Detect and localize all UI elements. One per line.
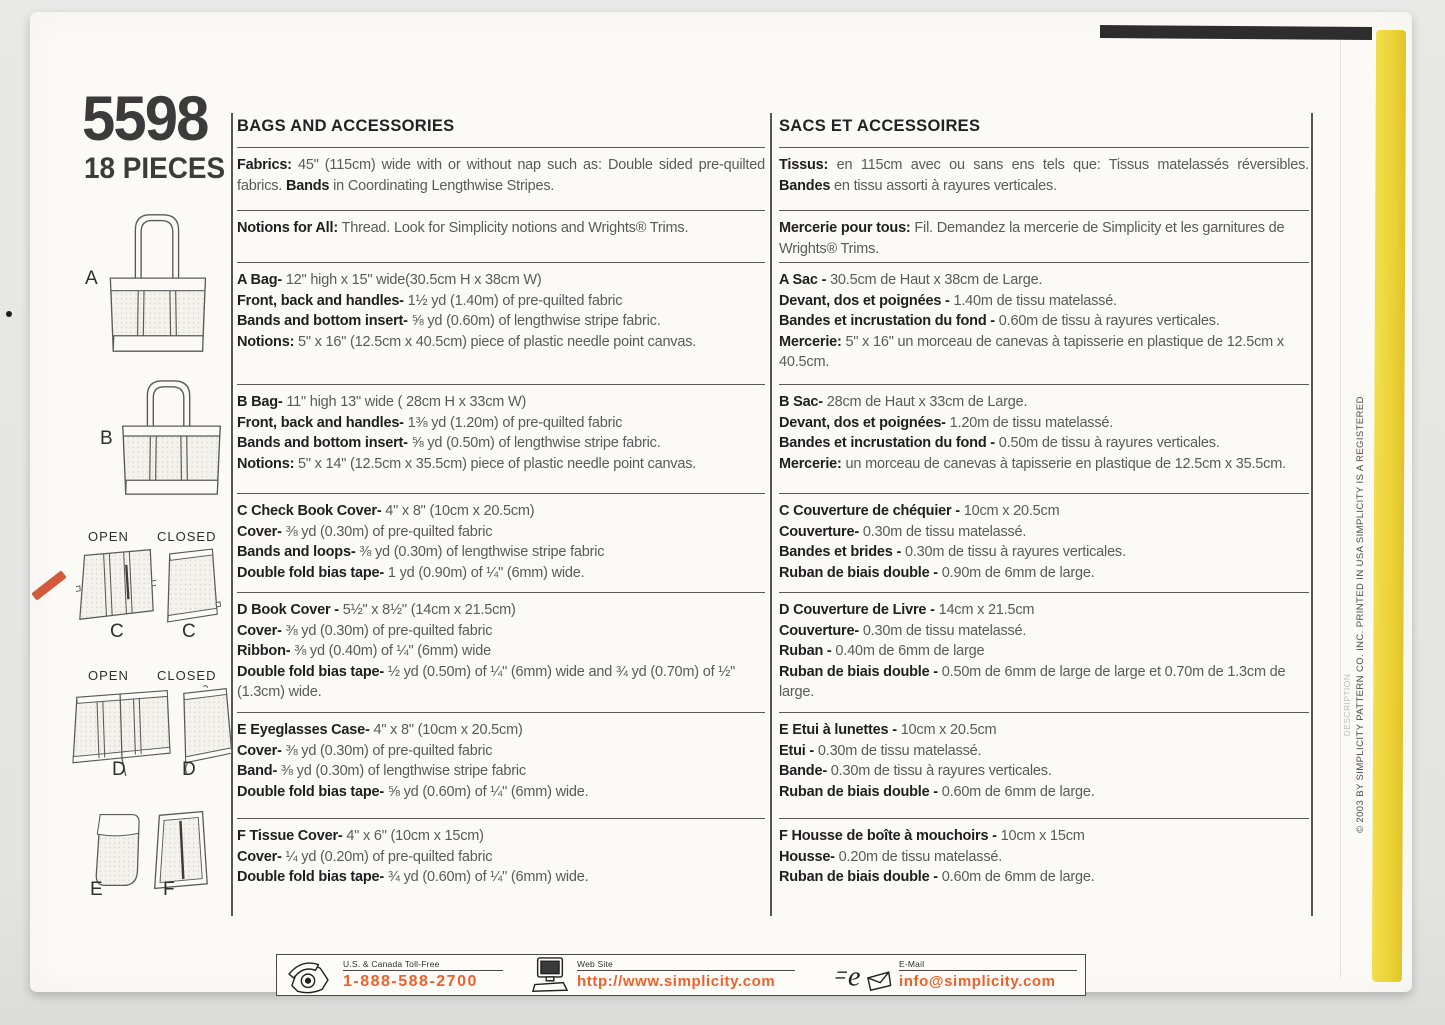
copyright-vertical-text-partial: DESCRIPTION	[1342, 673, 1352, 737]
spec-line: Notions for All: Thread. Look for Simplicity notions and Wrights® Trims.	[237, 220, 689, 236]
website-url: http://www.simplicity.com	[577, 973, 776, 990]
view-c-label-2: C	[182, 621, 196, 642]
spec-line: Bands and loops- ⅜ yd (0.30m) of lengthwise stripe fabric	[237, 544, 605, 560]
spec-line: Cover- ¼ yd (0.20m) of pre-quilted fabric	[237, 848, 493, 865]
toll-free-text	[343, 959, 503, 991]
spec-section	[237, 147, 765, 210]
spec-section	[779, 384, 1309, 493]
top-black-bar	[1100, 25, 1372, 40]
spec-line: Double fold bias tape- ½ yd (0.50m) of ¼" (6mm) wide and ¾ yd (0.70m) of ½" (1.3cm) wide.	[237, 663, 736, 700]
spec-line: Devant, dos et poignées- 1.20m de tissu matelassé.	[779, 414, 1114, 431]
spec-section	[779, 712, 1309, 818]
email-label: E-Mail	[899, 959, 1077, 971]
spec-section	[237, 262, 765, 384]
spec-line: B Sac- 28cm de Haut x 33cm de Large.	[779, 394, 1028, 410]
spec-section	[237, 384, 765, 493]
spec-line: Couverture- 0.30m de tissu matelassé.	[779, 523, 1027, 540]
spec-line: C Check Book Cover- 4" x 8" (10cm x 20.5cm)	[237, 503, 535, 519]
pattern-number: 5598	[82, 84, 208, 154]
spec-line: Tissus: en 115cm avec ou sans ens tels que: Tissus matelassés réversibles. Bandes en tissu assorti à rayures verticales.	[779, 157, 1309, 194]
view-e-label: E	[90, 879, 103, 900]
spec-line: Cover- ⅜ yd (0.30m) of pre-quilted fabric	[237, 742, 493, 759]
spec-line: A Bag- 12" high x 15" wide(30.5cm H x 38cm W)	[237, 272, 542, 288]
spec-line: Ruban de biais double - 0.60m de 6mm de large.	[779, 869, 1095, 885]
spec-line: Ruban de biais double - 0.90m de 6mm de large.	[779, 564, 1095, 581]
svg-text:e: e	[847, 961, 861, 993]
spec-section	[237, 818, 765, 915]
spec-line: Fabrics: 45" (115cm) wide with or without nap such as: Double sided pre-quilted fabrics. Bands in Coordinating Lengthwise Stripes.	[237, 157, 765, 194]
spec-line: C Couverture de chéquier - 10cm x 20.5cm	[779, 503, 1060, 519]
spec-line: Bande- 0.30m de tissu à rayures verticales.	[779, 763, 1052, 779]
spec-line: Devant, dos et poignées - 1.40m de tissu matelassé.	[779, 292, 1117, 309]
right-yellow-strip	[1372, 30, 1406, 982]
spec-line: Notions: 5" x 16" (12.5cm x 40.5cm) piece of plastic needle point canvas.	[237, 333, 697, 350]
spec-line: Ribbon- ⅜ yd (0.40m) of ¼" (6mm) wide	[237, 643, 491, 659]
view-a-label: A	[85, 268, 98, 289]
spec-line: E Etui à lunettes - 10cm x 20.5cm	[779, 722, 997, 738]
spec-line: E Eyeglasses Case- 4" x 8" (10cm x 20.5cm)	[237, 722, 523, 738]
contact-strip	[276, 954, 1086, 996]
spec-line: F Housse de boîte à mouchoirs - 10cm x 15cm	[779, 828, 1085, 844]
spec-line: Double fold bias tape- ¾ yd (0.60m) of ¼" (6mm) wide.	[237, 869, 589, 885]
spec-section	[779, 147, 1309, 210]
spec-line: A Sac - 30.5cm de Haut x 38cm de Large.	[779, 272, 1043, 288]
email-text	[899, 959, 1077, 990]
spec-line: Etui - 0.30m de tissu matelassé.	[779, 742, 982, 759]
spec-line: D Book Cover - 5½" x 8½" (14cm x 21.5cm)	[237, 602, 516, 618]
website-text	[577, 959, 795, 990]
open-label-c: OPEN	[88, 529, 129, 544]
email-address: info@simplicity.com	[899, 973, 1056, 990]
spec-section	[237, 210, 765, 262]
open-label-d: OPEN	[88, 668, 129, 683]
spec-line: Mercerie: un morceau de canevas à tapisserie en plastique de 12.5cm x 35.5cm.	[779, 455, 1286, 472]
spec-line: Housse- 0.20m de tissu matelassé.	[779, 848, 1003, 865]
spec-line: Bands and bottom insert- ⅝ yd (0.60m) of lengthwise stripe fabric.	[237, 313, 661, 329]
view-d-label: D	[112, 759, 126, 780]
bag-a-illustration	[96, 198, 216, 371]
column-divider	[770, 113, 772, 916]
spec-line: Bandes et brides - 0.30m de tissu à rayures verticales.	[779, 544, 1126, 560]
spec-section	[237, 592, 765, 712]
email-icon	[835, 957, 895, 1000]
english-column-title: BAGS AND ACCESSORIES	[237, 117, 455, 135]
spec-line: Double fold bias tape- 1 yd (0.90m) of ¼" (6mm) wide.	[237, 564, 585, 581]
closed-label-c: CLOSED	[157, 529, 217, 544]
spec-line: B Bag- 11" high 13" wide ( 28cm H x 33cm W)	[237, 394, 527, 410]
spec-line: Double fold bias tape- ⅝ yd (0.60m) of ¼" (6mm) wide.	[237, 783, 589, 800]
french-column-body	[779, 147, 1309, 915]
french-column-title: SACS ET ACCESSOIRES	[779, 117, 981, 135]
view-b-label: B	[100, 428, 113, 449]
english-column	[237, 113, 765, 915]
spec-line: Ruban - 0.40m de 6mm de large	[779, 643, 985, 659]
spec-section	[779, 210, 1309, 262]
spec-section	[237, 712, 765, 818]
checkbook-cover-open-illustration	[76, 544, 156, 629]
spec-line: Mercerie pour tous: Fil. Demandez la mercerie de Simplicity et les garnitures de Wrights® Trims.	[779, 220, 1285, 257]
spec-section	[237, 493, 765, 592]
toll-free-label: U.S. & Canada Toll-Free	[343, 959, 503, 971]
copyright-vertical-text: © 2003 BY SIMPLICITY PATTERN CO. INC. PRINTED IN USA SIMPLICITY IS A REGISTERED	[1355, 396, 1366, 833]
computer-icon	[531, 956, 569, 1001]
spec-line: Band- ⅜ yd (0.30m) of lengthwise stripe fabric	[237, 763, 526, 779]
telephone-icon	[283, 957, 333, 1000]
spec-line: Ruban de biais double - 0.50m de 6mm de large de large et 0.70m de 1.3cm de large.	[779, 663, 1286, 700]
spec-line: Ruban de biais double - 0.60m de 6mm de large.	[779, 783, 1095, 800]
column-divider	[1311, 113, 1313, 916]
checkbook-cover-closed-illustration	[160, 544, 222, 631]
spec-line: F Tissue Cover- 4" x 6" (10cm x 15cm)	[237, 828, 484, 844]
spec-line: Cover- ⅜ yd (0.30m) of pre-quilted fabric	[237, 622, 493, 639]
column-divider	[231, 113, 233, 916]
spec-section	[779, 493, 1309, 592]
english-column-body	[237, 147, 765, 915]
view-d-label-2: D	[182, 759, 196, 780]
spec-line: Bands and bottom insert- ⅝ yd (0.50m) of lengthwise stripe fabric.	[237, 435, 661, 451]
spec-line: Notions: 5" x 14" (12.5cm x 35.5cm) piece of plastic needle point canvas.	[237, 455, 697, 472]
spec-section	[779, 818, 1309, 915]
spec-line: Bandes et incrustation du fond - 0.50m de tissu à rayures verticales.	[779, 435, 1220, 451]
french-column	[779, 113, 1309, 915]
bag-b-illustration	[112, 372, 230, 507]
envelope-fold-line	[1340, 34, 1341, 978]
spec-line: Couverture- 0.30m de tissu matelassé.	[779, 622, 1027, 639]
scan-edge-dot	[6, 311, 12, 317]
spec-line: Front, back and handles- 1½ yd (1.40m) of pre-quilted fabric	[237, 292, 623, 309]
website-label: Web Site	[577, 959, 795, 971]
spec-line: D Couverture de Livre - 14cm x 21.5cm	[779, 602, 1035, 618]
spec-line: Bandes et incrustation du fond - 0.60m de tissu à rayures verticales.	[779, 313, 1220, 329]
tissue-cover-illustration	[150, 808, 210, 897]
view-c-label: C	[110, 621, 124, 642]
spec-section	[779, 262, 1309, 384]
pattern-piece-count: 18 PIECES	[84, 152, 226, 185]
spec-line: Mercerie: 5" x 16" un morceau de canevas à tapisserie en plastique de 12.5cm x 40.5cm.	[779, 333, 1284, 370]
spec-line: Front, back and handles- 1⅜ yd (1.20m) of pre-quilted fabric	[237, 414, 623, 431]
closed-label-d: CLOSED	[157, 668, 217, 683]
toll-free-number: 1-888-588-2700	[343, 973, 478, 990]
view-f-label: F	[163, 879, 175, 900]
spec-line: Cover- ⅜ yd (0.30m) of pre-quilted fabric	[237, 523, 493, 540]
spec-section	[779, 592, 1309, 712]
